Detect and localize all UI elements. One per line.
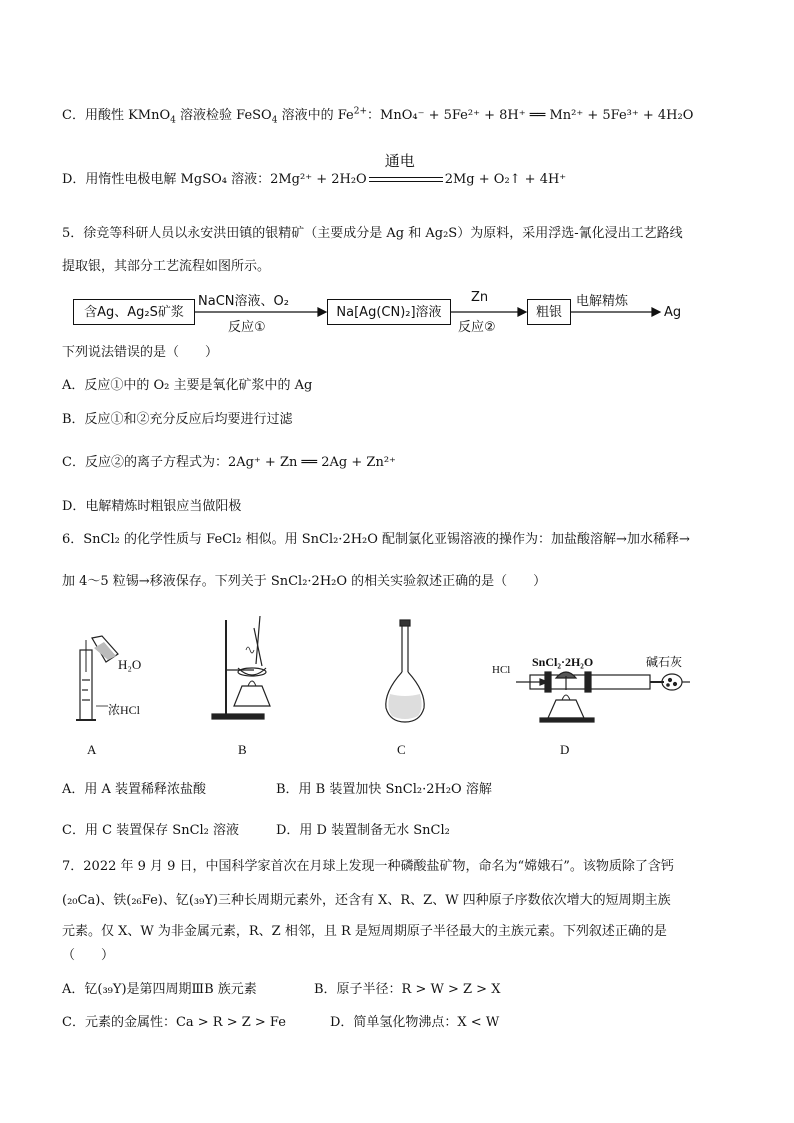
q5-option-c: C．反应②的离子方程式为：2Ag⁺ + Zn ══ 2Ag + Zn²⁺ [62, 455, 396, 470]
flow-arrow1-head [318, 308, 326, 316]
flow-arrow2-bottom: 反应② [458, 320, 496, 335]
apparatus-label-b: B [238, 742, 247, 757]
q4d-condition-arrow [369, 151, 443, 187]
apparatus-d-compound-label: SnCl₂·2H₂O [532, 655, 594, 669]
q7-option-a: A．钇(₃₉Y)是第四周期ⅢB 族元素 [62, 982, 257, 997]
q4d-double-line [369, 177, 443, 182]
flow-arrow2-head [518, 308, 526, 316]
q5-option-d: D．电解精炼时粗银应当做阳极 [62, 499, 242, 514]
q4c-k-sub: 4 [170, 115, 176, 126]
q4d-condition: 通电 [384, 151, 415, 170]
flow-arrow3-head [652, 308, 660, 316]
q6-stem-line2: 加 4～5 粒锡→移液保存。下列关于 SnCl₂·2H₂O 的相关实验叙述正确的是（ ） [62, 574, 547, 589]
q6-stem-line1: 6．SnCl₂ 的化学性质与 FeCl₂ 相似。用 SnCl₂·2H₂O 配制氯化亚锡溶液的操作为：加盐酸溶解→加水稀释→ [62, 532, 690, 547]
flow-arrow1-top: NaCN溶液、O₂ [198, 294, 289, 309]
q4c-prefix: C．用酸性 KMnO [62, 108, 171, 123]
q5-stem-line2: 提取银，其部分工艺流程如图所示。 [62, 259, 271, 274]
q6-option-a: A．用 A 装置稀释浓盐酸 [62, 782, 207, 797]
apparatus-figure [0, 610, 794, 760]
q4d-text: D．用惰性电极电解 MgSO₄ 溶液：2Mg²⁺ + 2H₂O [62, 172, 367, 187]
apparatus-d-drawing [516, 672, 690, 722]
q7-option-c: C．元素的金属性：Ca > R > Z > Fe [62, 1015, 286, 1030]
q5-question: 下列说法错误的是（ ） [62, 345, 219, 360]
apparatus-label-c: C [397, 742, 406, 757]
flow-arrow3-top: 电解精炼 [576, 294, 629, 309]
q6-option-d: D．用 D 装置制备无水 SnCl₂ [276, 823, 450, 838]
q4c-f-sub: 4 [271, 115, 278, 126]
flow-product: Ag [664, 305, 682, 320]
q5-option-a: A．反应①中的 O₂ 主要是氧化矿浆中的 Ag [62, 378, 313, 393]
flow-box-ore-slurry: 含Ag、Ag₂S矿浆 [73, 299, 195, 325]
q4-option-d [62, 151, 567, 190]
apparatus-label-d: D [560, 742, 570, 757]
apparatus-d-hcl-label: HCl [492, 664, 511, 676]
q5-option-b: B．反应①和②充分反应后均要进行过滤 [62, 412, 293, 427]
q4d-rhs: 2Mg + O₂↑ + 4H⁺ [444, 172, 567, 187]
q4-option-c [62, 106, 693, 126]
flow-arrow1-bottom: 反应① [228, 320, 266, 335]
q4c-equation: ：MnO₄⁻ + 5Fe²⁺ + 8H⁺ ══ Mn²⁺ + 5Fe³⁺ + 4H₂O [367, 108, 694, 123]
q4c-f-sup: 2+ [353, 106, 368, 117]
q4c-mid1: 溶液检验 FeSO [175, 108, 272, 123]
q5-stem-line1: 5．徐竞等科研人员以永安洪田镇的银精矿（主要成分是 Ag 和 Ag₂S）为原料，采用浮选-氰化浸出工艺路线 [62, 226, 683, 241]
apparatus-a-h2o-label: H₂O [118, 657, 142, 672]
apparatus-c-drawing [386, 620, 424, 722]
q4c-mid2: 溶液中的 Fe [277, 108, 354, 123]
q7-stem-line2: (₂₀Ca)、铁(₂₆Fe)、钇(₃₉Y)三种长周期元素外，还含有 X、R、Z、W 四种原子序数依次增大的短周期主族 [62, 893, 671, 908]
q6-option-b: B．用 B 装置加快 SnCl₂·2H₂O 溶解 [276, 782, 492, 797]
q7-option-b: B．原子半径：R > W > Z > X [314, 982, 501, 997]
q7-stem-line4: （ ） [62, 948, 115, 963]
q7-stem-line3: 元素。仅 X、W 为非金属元素，R、Z 相邻，且 R 是短周期原子半径最大的主族元素。下列叙述正确的是 [62, 924, 667, 939]
q7-option-d: D．简单氢化物沸点：X < W [330, 1015, 500, 1030]
flow-arrow2-top: Zn [471, 290, 489, 305]
apparatus-b-drawing [212, 616, 270, 719]
q6-option-c: C．用 C 装置保存 SnCl₂ 溶液 [62, 823, 240, 838]
apparatus-label-a: A [87, 742, 97, 757]
flow-box-complex-solution: Na[Ag(CN)₂]溶液 [327, 299, 451, 325]
flow-box-crude-silver: 粗银 [527, 299, 571, 325]
apparatus-d-soda-lime-label: 碱石灰 [646, 655, 683, 669]
apparatus-a-hcl-label: 浓HCl [108, 703, 141, 717]
q7-stem-line1: 7．2022 年 9 月 9 日，中国科学家首次在月球上发现一种磷酸盐矿物，命名为“嫦娥石”。该物质除了含钙 [62, 859, 674, 874]
